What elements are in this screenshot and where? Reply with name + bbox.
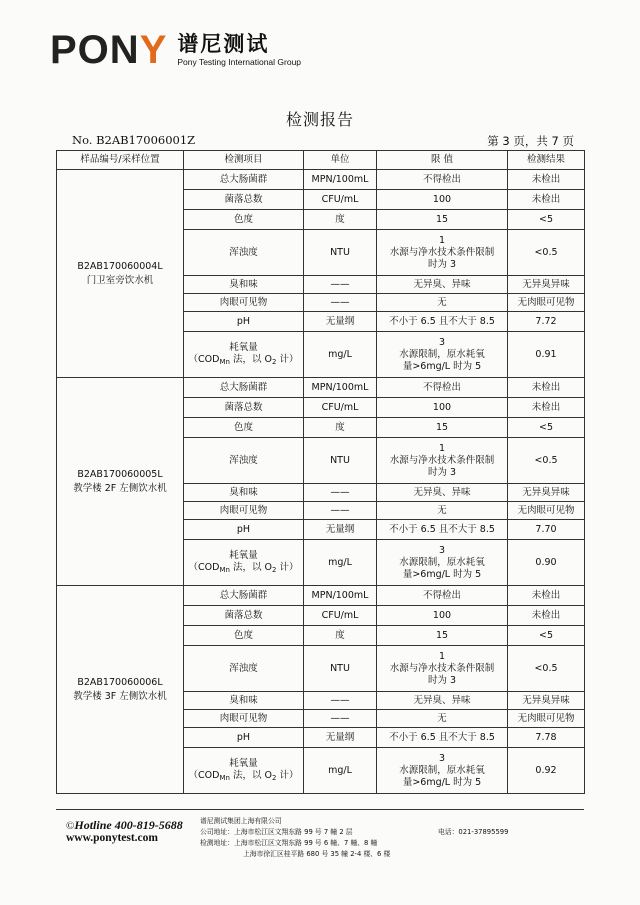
item-name-cell — [184, 378, 304, 398]
result-cell — [508, 586, 585, 606]
footer-divider — [56, 809, 584, 810]
limit-line: 3 — [438, 336, 446, 348]
limit-value: 15 — [435, 213, 449, 225]
item-name: 总大肠菌群 — [219, 173, 268, 185]
text: （COD — [188, 353, 220, 365]
limit-value: 无异臭、异味 — [413, 694, 471, 706]
item-name: 耗氧量 — [229, 341, 258, 353]
limit-value: 不得检出 — [422, 173, 461, 185]
result-cell — [508, 312, 585, 332]
limit-line: 水源限制，原水耗氧 — [399, 348, 485, 360]
limit-cell — [377, 190, 508, 210]
unit: mg/L — [328, 348, 352, 360]
unit: mg/L — [328, 764, 352, 776]
unit: NTU — [330, 454, 350, 466]
unit: CFU/mL — [321, 609, 359, 621]
unit: 度 — [335, 629, 345, 641]
limit-line: 3 — [438, 752, 446, 764]
limit-value: 无 — [437, 296, 447, 308]
limit-cell — [377, 502, 508, 520]
text: 计） — [276, 561, 299, 573]
text: 计） — [276, 769, 299, 781]
result-cell — [508, 398, 585, 418]
table-row — [57, 586, 585, 606]
limit-line: 时为 3 — [427, 674, 457, 686]
unit: 度 — [335, 213, 345, 225]
item-name: 耗氧量 — [229, 549, 258, 561]
result-value: 未检出 — [531, 173, 561, 185]
result-cell — [508, 692, 585, 710]
unit: 无量纲 — [325, 315, 355, 327]
item-name: 臭和味 — [229, 486, 258, 498]
unit: NTU — [330, 662, 350, 674]
table-header-row — [57, 151, 585, 170]
unit-cell — [304, 312, 377, 332]
unit-cell — [304, 748, 377, 794]
limit-value: 无异臭、异味 — [413, 486, 471, 498]
page-info: 第 3 页，共 7 页 — [487, 134, 574, 148]
limit-cell — [377, 378, 508, 398]
item-name: pH — [236, 315, 251, 327]
item-name: 总大肠菌群 — [219, 381, 268, 393]
footer-info — [200, 816, 390, 860]
unit: —— — [330, 712, 350, 724]
item-name: 色度 — [233, 629, 253, 641]
result-cell — [508, 190, 585, 210]
limit-line: 水源限制，原水耗氧 — [399, 556, 485, 568]
header-cell: 样品编号/采样位置 — [57, 151, 184, 170]
result-cell — [508, 626, 585, 646]
item-name-cell — [184, 692, 304, 710]
item-name-cell — [184, 626, 304, 646]
text: 计） — [276, 353, 299, 365]
unit-cell — [304, 210, 377, 230]
unit-cell — [304, 190, 377, 210]
unit: MPN/100mL — [311, 381, 369, 393]
sample-cell — [57, 170, 184, 378]
limit-value: 无 — [437, 712, 447, 724]
unit-cell — [304, 170, 377, 190]
company-name-cn: 谱尼测试 — [177, 32, 270, 56]
result-cell — [508, 728, 585, 748]
unit: MPN/100mL — [311, 173, 369, 185]
text: 法，以 O — [229, 769, 272, 781]
limit-line: 3 — [438, 544, 446, 556]
unit: NTU — [330, 246, 350, 258]
limit-cell — [377, 484, 508, 502]
result-cell — [508, 540, 585, 586]
unit-cell — [304, 710, 377, 728]
result-cell — [508, 294, 585, 312]
result-cell — [508, 502, 585, 520]
copyright-icon: © — [66, 820, 75, 832]
result-value: <0.5 — [534, 454, 558, 466]
result-cell — [508, 646, 585, 692]
item-name-cell — [184, 332, 304, 378]
table-row — [57, 378, 585, 398]
unit: —— — [330, 504, 350, 516]
item-name: 菌落总数 — [224, 401, 263, 413]
unit: —— — [330, 278, 350, 290]
result-value: <5 — [538, 629, 553, 641]
item-name-cell — [184, 540, 304, 586]
result-cell — [508, 210, 585, 230]
unit-cell — [304, 484, 377, 502]
unit-cell — [304, 540, 377, 586]
hotline: ©Hotline 400-819-5688 — [66, 818, 183, 832]
item-name-cell — [184, 190, 304, 210]
limit-cell — [377, 418, 508, 438]
unit: 无量纲 — [325, 731, 355, 743]
table-row — [57, 170, 585, 190]
item-name: 浑浊度 — [229, 454, 258, 466]
unit: —— — [330, 486, 350, 498]
header-cell: 检测项目 — [184, 151, 304, 170]
unit: mg/L — [328, 556, 352, 568]
result-value: 无肉眼可见物 — [517, 504, 575, 516]
unit: CFU/mL — [321, 193, 359, 205]
limit-cell — [377, 646, 508, 692]
limit-value: 无 — [437, 504, 447, 516]
limit-cell — [377, 728, 508, 748]
item-name: pH — [236, 523, 251, 535]
item-name-cell — [184, 606, 304, 626]
item-name-cell — [184, 710, 304, 728]
result-value: 未检出 — [531, 381, 561, 393]
item-name: 肉眼可见物 — [219, 712, 268, 724]
result-value: <5 — [538, 421, 553, 433]
result-value: 未检出 — [531, 401, 561, 413]
website-link[interactable]: www.ponytest.com — [66, 832, 158, 844]
item-name: pH — [236, 731, 251, 743]
report-number: No. B2AB17006001Z — [72, 133, 196, 147]
limit-value: 不得检出 — [422, 589, 461, 601]
text: （COD — [188, 561, 220, 573]
subscript: 2 — [271, 357, 277, 366]
limit-cell — [377, 606, 508, 626]
limit-cell — [377, 276, 508, 294]
limit-line: 水源与净水技术条件限制 — [389, 246, 495, 258]
result-value: 未检出 — [531, 589, 561, 601]
item-name: 肉眼可见物 — [219, 296, 268, 308]
header-cell: 单位 — [304, 151, 377, 170]
result-cell — [508, 332, 585, 378]
item-name-cell — [184, 646, 304, 692]
item-name-cell — [184, 398, 304, 418]
sample-location: 教学楼 3F 左侧饮水机 — [73, 690, 167, 702]
result-cell — [508, 710, 585, 728]
limit-value: 不小于 6.5 且不大于 8.5 — [389, 523, 495, 535]
sample-id: B2AB170060004L — [77, 260, 163, 272]
limit-line: 1 — [438, 442, 446, 454]
unit: CFU/mL — [321, 401, 359, 413]
limit-line: 量>6mg/L 时为 5 — [402, 360, 482, 372]
subscript: Mn — [219, 357, 230, 366]
item-name: 菌落总数 — [224, 609, 263, 621]
limit-value: 100 — [432, 401, 452, 413]
item-name: 臭和味 — [229, 694, 258, 706]
company-name-en: Pony Testing International Group — [177, 57, 302, 67]
limit-line: 量>6mg/L 时为 5 — [402, 776, 482, 788]
result-cell — [508, 484, 585, 502]
limit-cell — [377, 170, 508, 190]
limit-cell — [377, 748, 508, 794]
sample-id: B2AB170060006L — [77, 676, 163, 688]
unit-cell — [304, 438, 377, 484]
result-cell — [508, 748, 585, 794]
result-cell — [508, 418, 585, 438]
limit-cell — [377, 230, 508, 276]
limit-line: 时为 3 — [427, 258, 457, 270]
limit-cell — [377, 586, 508, 606]
item-name-method — [185, 770, 302, 784]
limit-cell — [377, 692, 508, 710]
item-name-cell — [184, 294, 304, 312]
unit-cell — [304, 586, 377, 606]
sample-location: 门卫室旁饮水机 — [86, 274, 154, 286]
subscript: 2 — [271, 773, 277, 782]
limit-value: 不小于 6.5 且不大于 8.5 — [389, 731, 495, 743]
unit: 度 — [335, 421, 345, 433]
limit-value: 15 — [435, 421, 449, 433]
limit-line: 时为 3 — [427, 466, 457, 478]
item-name-cell — [184, 276, 304, 294]
unit-cell — [304, 398, 377, 418]
result-value: <5 — [538, 213, 553, 225]
item-name-cell — [184, 170, 304, 190]
unit-cell — [304, 606, 377, 626]
result-value: 无异臭异味 — [522, 278, 570, 290]
item-name-cell — [184, 230, 304, 276]
header-cell: 限 值 — [377, 151, 508, 170]
lab-address-2: 上海市徐汇区桂平路 680 号 35 幢 2-4 楼、6 楼 — [243, 850, 391, 858]
result-cell — [508, 230, 585, 276]
phone-number: 电话：021-37895599 — [438, 828, 509, 836]
unit: —— — [330, 694, 350, 706]
unit-cell — [304, 646, 377, 692]
unit-cell — [304, 294, 377, 312]
item-name: 肉眼可见物 — [219, 504, 268, 516]
result-value: 无异臭异味 — [522, 694, 570, 706]
subscript: Mn — [219, 565, 230, 574]
result-value: 7.78 — [535, 731, 557, 743]
result-value: 未检出 — [531, 193, 561, 205]
result-cell — [508, 276, 585, 294]
result-value: 0.90 — [535, 556, 557, 568]
company-address: 公司地址：上海市松江区文翔东路 99 号 7 幢 2 层 — [200, 828, 353, 836]
item-name-cell — [184, 312, 304, 332]
unit-cell — [304, 276, 377, 294]
result-value: <0.5 — [534, 662, 558, 674]
result-cell — [508, 606, 585, 626]
result-cell — [508, 170, 585, 190]
item-name-cell — [184, 418, 304, 438]
limit-line: 1 — [438, 234, 446, 246]
item-name-cell — [184, 210, 304, 230]
result-cell — [508, 378, 585, 398]
unit-cell — [304, 332, 377, 378]
unit-cell — [304, 626, 377, 646]
subscript: 2 — [271, 565, 277, 574]
subscript: Mn — [219, 773, 230, 782]
group-name: 谱尼测试集团上海有限公司 — [200, 817, 282, 825]
text: 法，以 O — [229, 353, 272, 365]
limit-line: 1 — [438, 650, 446, 662]
item-name: 色度 — [233, 213, 253, 225]
limit-cell — [377, 294, 508, 312]
limit-value: 无异臭、异味 — [413, 278, 471, 290]
header-cell: 检测结果 — [508, 151, 585, 170]
item-name-cell — [184, 586, 304, 606]
item-name-cell — [184, 438, 304, 484]
unit-cell — [304, 230, 377, 276]
result-value: 0.91 — [535, 348, 557, 360]
lab-address: 检测地址：上海市松江区文翔东路 99 号 6 幢、7 幢、8 幢 — [200, 839, 378, 847]
text: 法，以 O — [229, 561, 272, 573]
unit: 无量纲 — [325, 523, 355, 535]
item-name-cell — [184, 748, 304, 794]
results-table — [56, 150, 585, 794]
item-name: 菌落总数 — [224, 193, 263, 205]
result-value: 无异臭异味 — [522, 486, 570, 498]
unit-cell — [304, 520, 377, 540]
unit-cell — [304, 692, 377, 710]
item-name: 浑浊度 — [229, 662, 258, 674]
limit-cell — [377, 520, 508, 540]
sample-cell — [57, 586, 184, 794]
item-name: 色度 — [233, 421, 253, 433]
limit-value: 不小于 6.5 且不大于 8.5 — [389, 315, 495, 327]
limit-line: 水源与净水技术条件限制 — [389, 662, 495, 674]
text: （COD — [188, 769, 220, 781]
result-cell — [508, 520, 585, 540]
limit-cell — [377, 398, 508, 418]
limit-value: 不得检出 — [422, 381, 461, 393]
limit-cell — [377, 332, 508, 378]
result-cell — [508, 438, 585, 484]
unit: —— — [330, 296, 350, 308]
sample-id: B2AB170060005L — [77, 468, 163, 480]
item-name-method — [185, 562, 302, 576]
limit-cell — [377, 210, 508, 230]
report-title: 检测报告 — [285, 110, 354, 129]
unit-cell — [304, 502, 377, 520]
item-name-cell — [184, 502, 304, 520]
result-value: 无肉眼可见物 — [517, 712, 575, 724]
limit-cell — [377, 312, 508, 332]
result-value: <0.5 — [534, 246, 558, 258]
item-name: 臭和味 — [229, 278, 258, 290]
limit-cell — [377, 438, 508, 484]
unit-cell — [304, 728, 377, 748]
unit-cell — [304, 418, 377, 438]
sample-location: 教学楼 2F 左侧饮水机 — [73, 482, 167, 494]
unit-cell — [304, 378, 377, 398]
limit-cell — [377, 710, 508, 728]
result-value: 未检出 — [531, 609, 561, 621]
limit-value: 100 — [432, 609, 452, 621]
result-value: 7.70 — [535, 523, 557, 535]
limit-line: 量>6mg/L 时为 5 — [402, 568, 482, 580]
item-name-cell — [184, 520, 304, 540]
item-name: 总大肠菌群 — [219, 589, 268, 601]
sample-cell — [57, 378, 184, 586]
limit-line: 水源与净水技术条件限制 — [389, 454, 495, 466]
item-name-method — [185, 354, 302, 368]
logo-wordmark: PONY — [50, 28, 168, 72]
company-logo — [50, 30, 301, 70]
item-name-cell — [184, 728, 304, 748]
unit: MPN/100mL — [311, 589, 369, 601]
limit-cell — [377, 626, 508, 646]
item-name: 耗氧量 — [229, 757, 258, 769]
result-value: 7.72 — [535, 315, 557, 327]
limit-cell — [377, 540, 508, 586]
limit-line: 水源限制，原水耗氧 — [399, 764, 485, 776]
limit-value: 15 — [435, 629, 449, 641]
limit-value: 100 — [432, 193, 452, 205]
item-name-cell — [184, 484, 304, 502]
result-value: 0.92 — [535, 764, 557, 776]
item-name: 浑浊度 — [229, 246, 258, 258]
result-value: 无肉眼可见物 — [517, 296, 575, 308]
